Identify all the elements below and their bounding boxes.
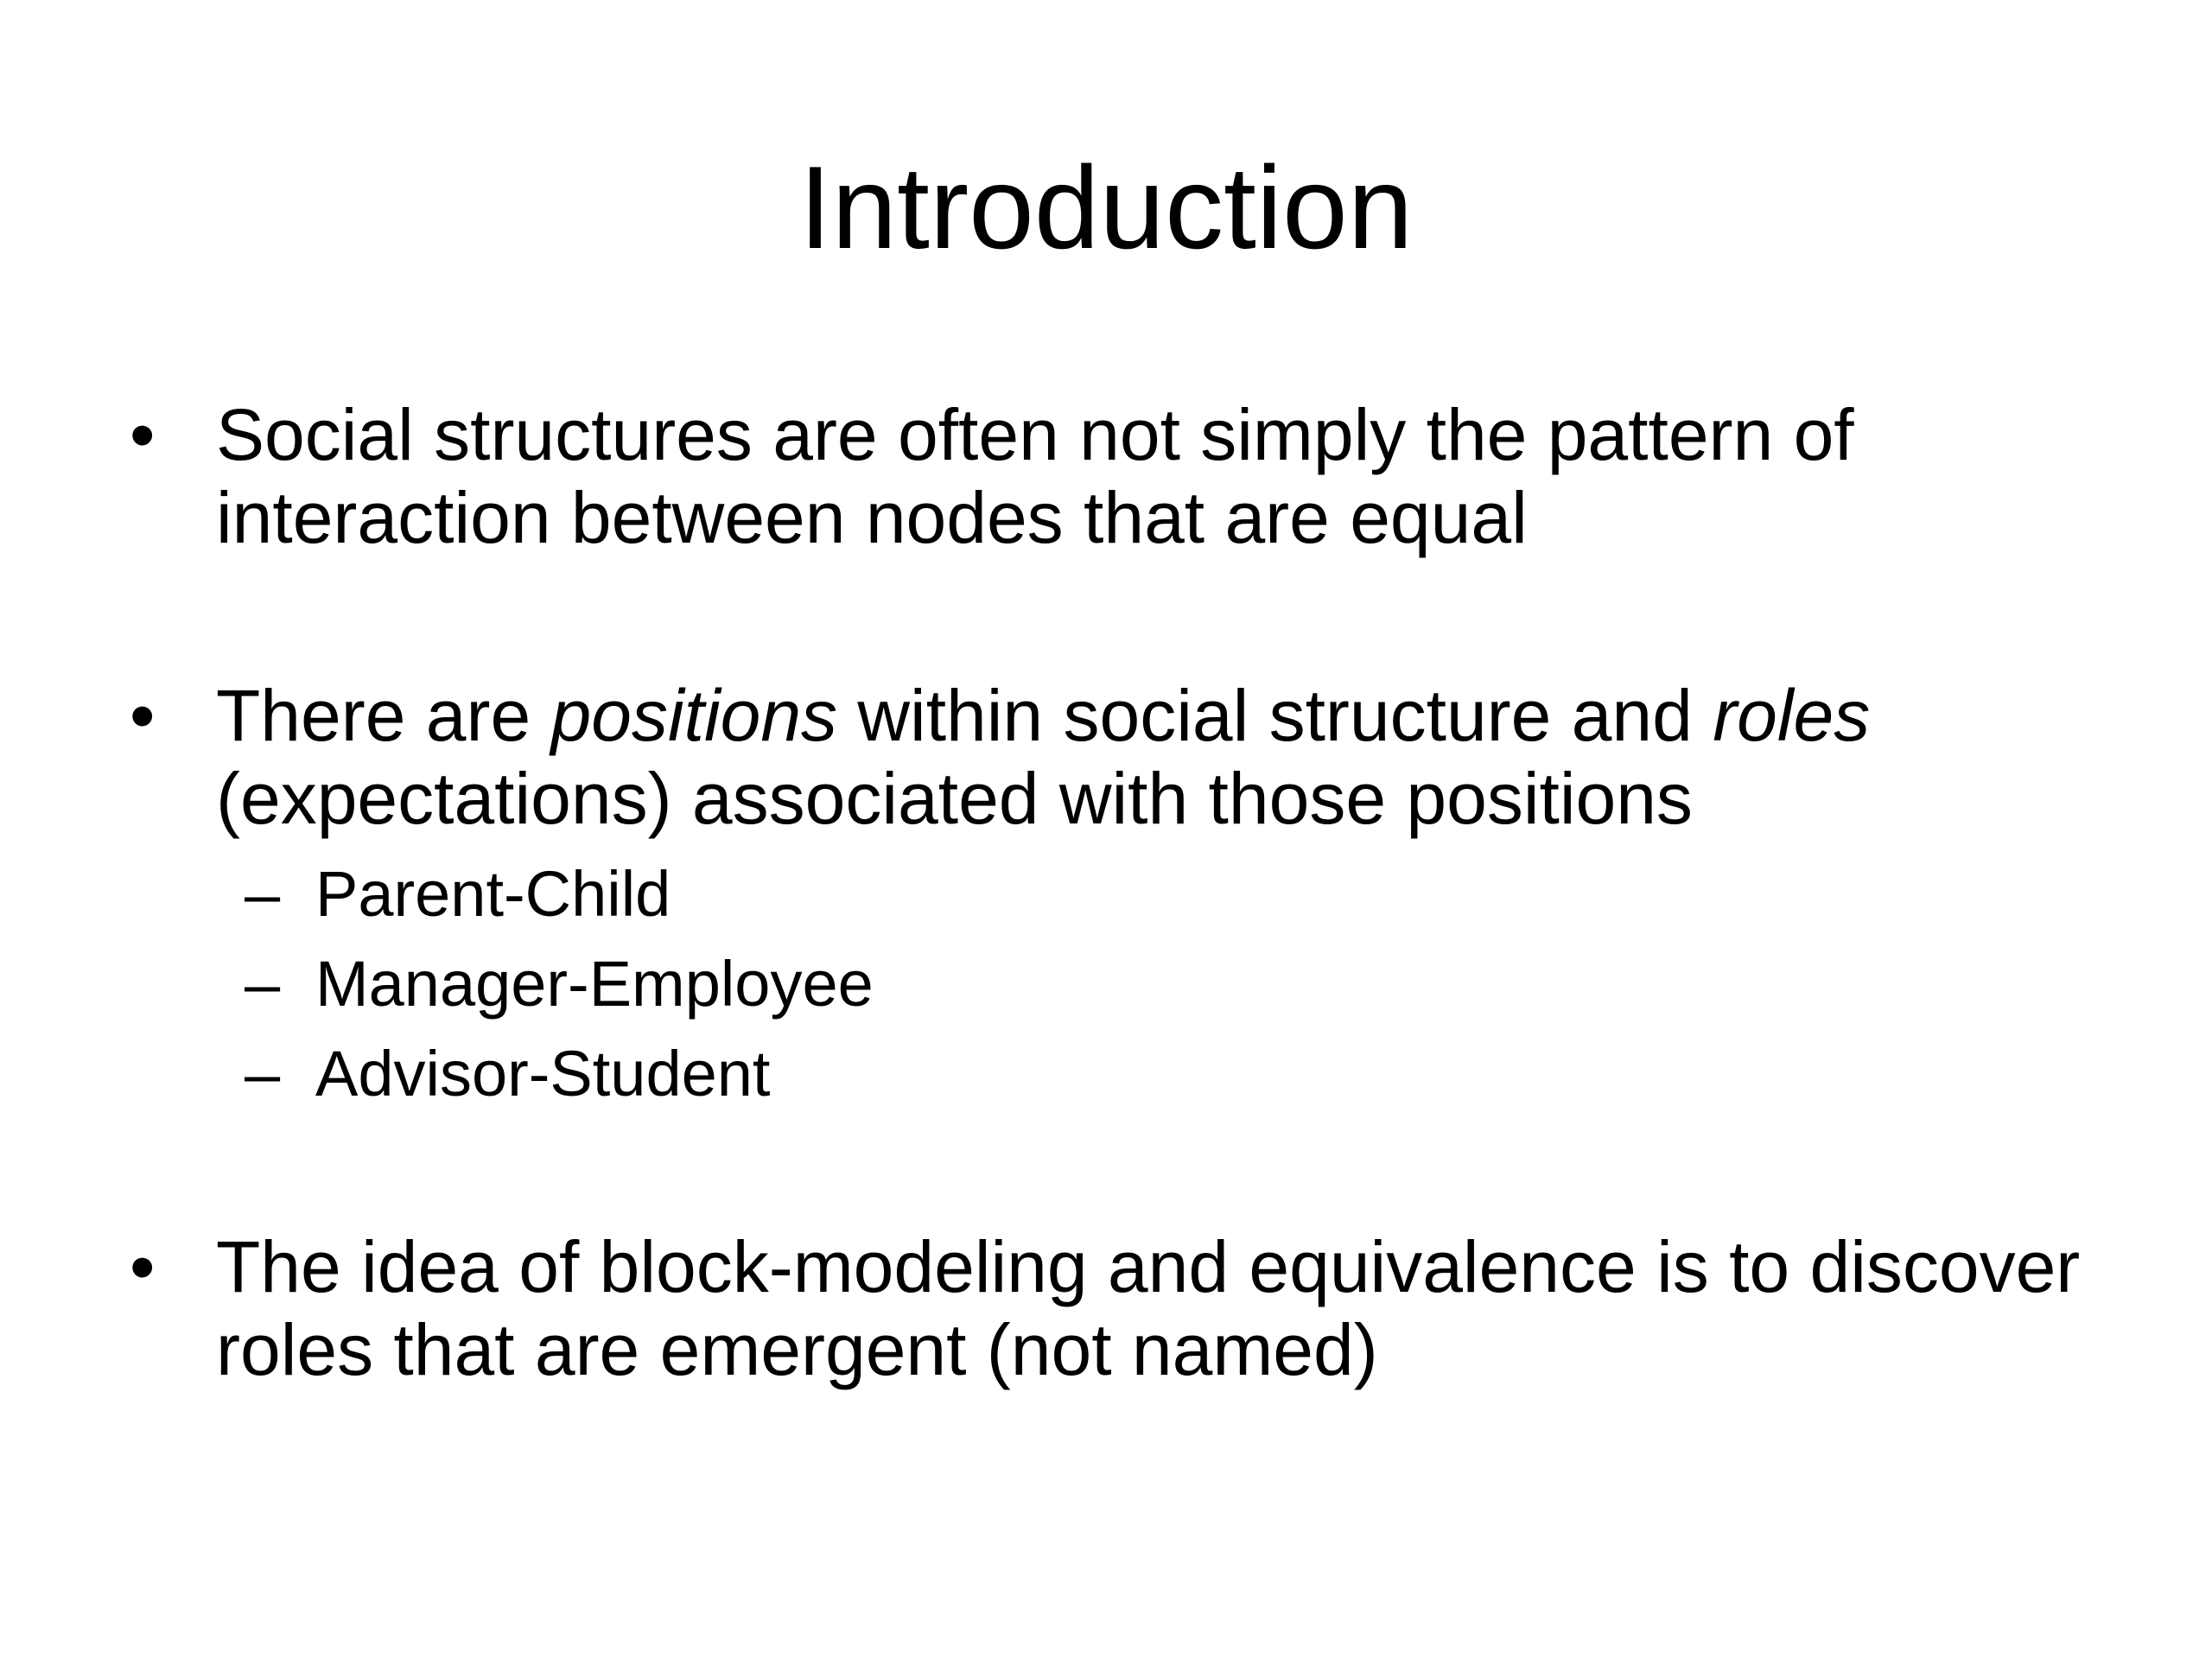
dash-icon: – [245,1038,281,1109]
bullet-icon: • [130,394,156,475]
bullet-icon: • [130,1226,156,1307]
sub-bullet-item [245,855,671,933]
sub-bullet-item [245,945,874,1023]
bullet-item [130,674,2100,840]
bullet-text: There are [216,675,551,756]
bullet-text: (expectations) associated with those positions [216,758,1693,839]
bullet-text: The idea of block-modeling and equivalence is to discover roles that are emergent (not named) [216,1226,2081,1390]
bullet-text: within social structure and [837,675,1713,756]
bullet-text: Social structures are often not simply the pattern of interaction between nodes that are equal [216,394,1854,558]
sub-bullet-text: Parent-Child [315,858,671,930]
sub-bullet-item [245,1035,771,1113]
dash-icon: – [245,948,281,1020]
sub-bullet-text: Advisor-Student [315,1038,771,1109]
bullet-icon: • [130,675,156,756]
dash-icon: – [245,858,281,930]
bullet-text-italic: roles [1713,675,1871,756]
sub-bullet-text: Manager-Employee [315,948,874,1020]
bullet-item [130,393,2100,559]
bullet-text-italic: positions [550,675,838,756]
slide-title: Introduction [798,142,1414,273]
bullet-item [130,1225,2100,1391]
